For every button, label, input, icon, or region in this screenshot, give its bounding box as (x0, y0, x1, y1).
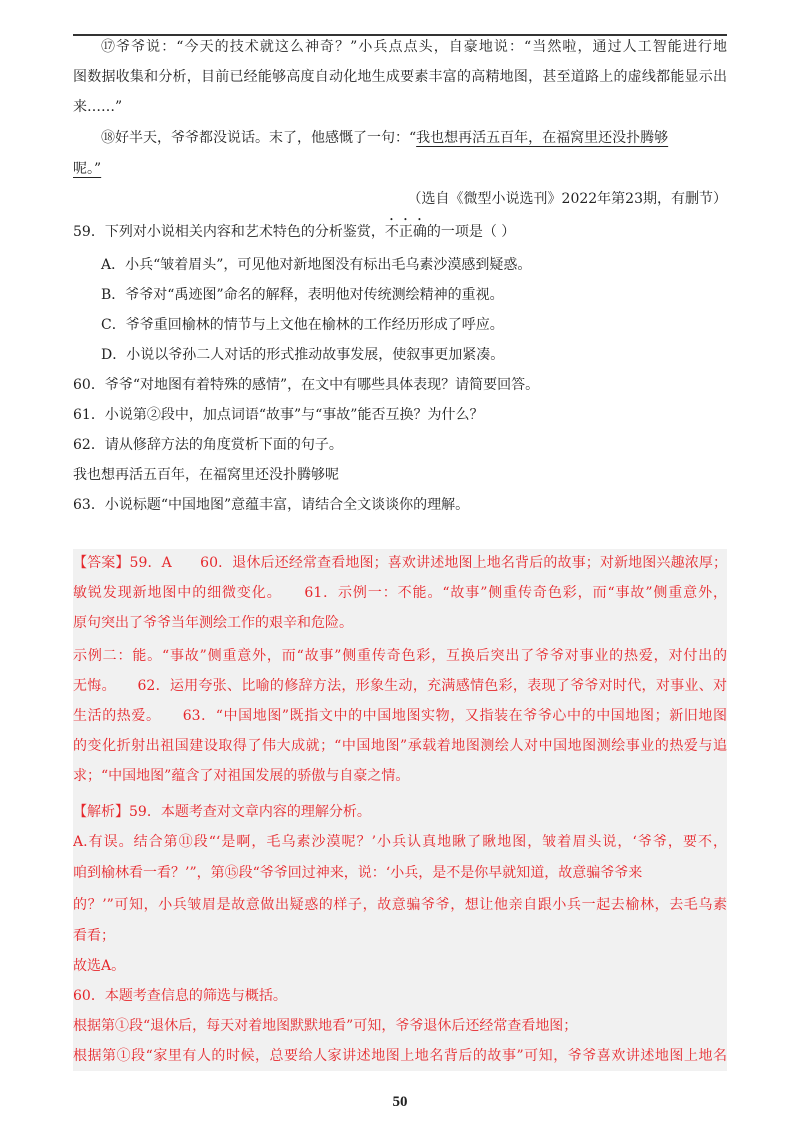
source-citation: （选自《微型小说选刊》2022年第23期，有删节） (407, 191, 727, 207)
analysis-line: 【解析】59．本题考查对文章内容的理解分析。 (73, 804, 371, 820)
answer-line: 生活的热爱。 63．“中国地图”既指文中的中国地图实物，又指装在爷爷心中的中国地图；新旧地图 (73, 708, 727, 724)
answer-section (73, 548, 727, 791)
question-59 (73, 216, 727, 246)
answer-line: 示例二：能。“事故”侧重意外，而“故事”侧重传奇色彩，互换后突出了爷爷对事业的热爱，对付出的 (73, 648, 727, 664)
emphasized-text: 不正确 (384, 224, 427, 240)
question-text: 59．下列对小说相关内容和艺术特色的分析鉴赏， (73, 224, 385, 240)
answer-line: 无悔。 62．运用夸张、比喻的修辞方法，形象生动，充满感情色彩，表现了爷爷对时代，对事业、对 (73, 678, 727, 694)
question-61: 61．小说第②段中，加点词语“故事”与“事故”能否互换？为什么？ (73, 407, 484, 423)
analysis-line: 的？’”可知，小兵皱眉是故意做出疑惑的样子，故意骗爷爷，想让他亲自跟小兵一起去榆林，去毛乌素 (73, 897, 727, 913)
passage-line: 图数据收集和分析，目前已经能够高度自动化地生成要素丰富的高精地图，甚至道路上的虚线都能显示出 (73, 69, 727, 85)
analysis-line: 咱到榆林看一看？’”，第⑮段“爷爷回过神来，说：‘小兵，是不是你早就知道，故意骗爷爷来 (73, 865, 643, 881)
analysis-line: 60．本题考查信息的筛选与概括。 (73, 988, 287, 1004)
question-62-sentence: 我也想再活五百年，在福窝里还没扑腾够呢 (73, 467, 339, 483)
answer-line: 原句突出了爷爷当年测绘工作的艰辛和危险。 (73, 615, 353, 631)
passage-line (73, 154, 727, 184)
passage-line-18 (73, 122, 727, 154)
answer-line: 求；“中国地图”蕴含了对祖国发展的骄傲与自豪之情。 (73, 768, 410, 784)
analysis-line: A.有误。结合第⑪段“‘是啊，毛乌素沙漠呢？’小兵认真地瞅了瞅地图，皱着眉头说，‘爷爷，要不， (73, 834, 727, 850)
question-text: 的一项是（ ） (426, 224, 516, 240)
question-62: 62．请从修辞方法的角度赏析下面的句子。 (73, 437, 343, 453)
question-63: 63．小说标题“中国地图”意蕴丰富，请结合全文谈谈你的理解。 (73, 497, 470, 513)
underlined-quote: 呢。” (73, 161, 102, 177)
answer-line: 敏锐发现新地图中的细微变化。 61．示例一：不能。“故事”侧重传奇色彩，而“事故”侧重意外， (73, 585, 727, 601)
analysis-line: 根据第①段“退休后，每天对着地图默默地看”可知，爷爷退休后还经常查看地图； (73, 1018, 578, 1034)
answer-line: 的变化折射出祖国建设取得了伟大成就；“中国地图”承载着地图测绘人对中国地图测绘事业的热爱与追 (73, 738, 727, 754)
option-d: D．小说以爷孙二人对话的形式推动故事发展，使叙事更加紧凑。 (101, 347, 505, 363)
question-60: 60．爷爷“对地图有着特殊的感情”，在文中有哪些具体表现？请简要回答。 (73, 377, 540, 393)
analysis-line: 根据第①段“家里有人的时候，总要给人家讲述地图上地名背后的故事”可知，爷爷喜欢讲述地图上地名 (73, 1048, 727, 1064)
analysis-line: 故选A。 (73, 958, 126, 974)
passage-line: ⑰爷爷说：“今天的技术就这么神奇？”小兵点点头，自豪地说：“当然啦，通过人工智能进行地 (101, 39, 727, 55)
questions (73, 216, 727, 520)
analysis-section (73, 797, 727, 1071)
option-a: A．小兵“皱着眉头”，可见他对新地图没有标出毛乌素沙漠感到疑惑。 (101, 257, 532, 273)
underlined-quote: 我也想再活五百年，在福窝里还没扑腾够 (416, 130, 669, 146)
option-b: B．爷爷对“禹迹图”命名的解释，表明他对传统测绘精神的重视。 (101, 287, 504, 303)
option-c: C．爷爷重回榆林的情节与上文他在榆林的工作经历形成了呼应。 (101, 317, 504, 333)
passage-line: 来……” (73, 99, 123, 115)
page-number: 50 (392, 1094, 408, 1110)
passage (73, 32, 727, 214)
answer-line: 【答案】59．A 60．退休后还经常查看地图；喜欢讲述地图上地名背后的故事；对新地图兴趣浓厚； (73, 555, 727, 571)
analysis-line: 看看； (73, 928, 115, 944)
passage-text: ⑱好半天，爷爷都没说话。末了，他感慨了一句：“ (101, 130, 417, 146)
